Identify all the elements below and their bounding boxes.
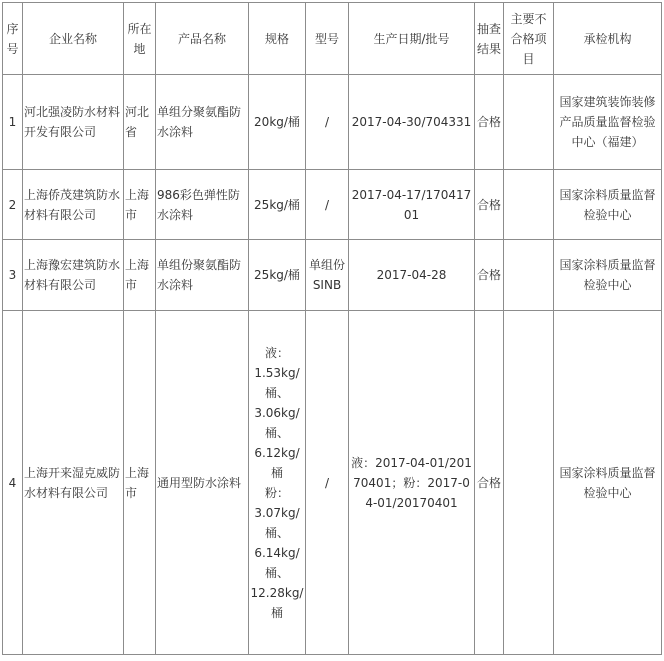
- cell-date: 2017-04-30/704331: [349, 75, 475, 170]
- header-cell-product: 产品名称: [156, 3, 249, 75]
- cell-product: 单组分聚氨酯防水涂料: [156, 75, 249, 170]
- cell-product: 通用型防水涂料: [156, 311, 249, 655]
- cell-product: 单组份聚氨酯防水涂料: [156, 240, 249, 311]
- header-cell-company: 企业名称: [23, 3, 124, 75]
- header-cell-no: 序号: [3, 3, 23, 75]
- header-cell-spec: 规格: [249, 3, 306, 75]
- cell-date: 2017-04-28: [349, 240, 475, 311]
- cell-company: 上海开来湿克威防水材料有限公司: [23, 311, 124, 655]
- cell-spec: 25kg/桶: [249, 240, 306, 311]
- cell-model: /: [306, 170, 349, 240]
- inspection-table: [2, 2, 662, 655]
- cell-location: 上海市: [124, 311, 156, 655]
- header-cell-location: 所在地: [124, 3, 156, 75]
- cell-spec: 液： 1.53kg/ 桶、 3.06kg/ 桶、 6.12kg/桶 粉： 3.07kg/ 桶、 6.14kg/ 桶、 12.28kg/ 桶: [249, 311, 306, 655]
- cell-model: /: [306, 311, 349, 655]
- cell-date: 液：2017-04-01/20170401；粉：2017-04-01/20170401: [349, 311, 475, 655]
- table-row: [3, 240, 662, 311]
- cell-agency: 国家涂料质量监督检验中心: [554, 240, 662, 311]
- cell-result: 合格: [475, 75, 504, 170]
- cell-agency: 国家涂料质量监督检验中心: [554, 170, 662, 240]
- cell-company: 河北强凌防水材料开发有限公司: [23, 75, 124, 170]
- cell-location: 上海市: [124, 240, 156, 311]
- cell-company: 上海侨茂建筑防水材料有限公司: [23, 170, 124, 240]
- table-row: [3, 311, 662, 655]
- cell-result: 合格: [475, 311, 504, 655]
- cell-no: 2: [3, 170, 23, 240]
- cell-defects: [504, 170, 554, 240]
- header-cell-agency: 承检机构: [554, 3, 662, 75]
- cell-result: 合格: [475, 170, 504, 240]
- header-cell-result: 抽查结果: [475, 3, 504, 75]
- cell-date: 2017-04-17/17041701: [349, 170, 475, 240]
- cell-result: 合格: [475, 240, 504, 311]
- cell-spec: 25kg/桶: [249, 170, 306, 240]
- cell-defects: [504, 75, 554, 170]
- cell-no: 4: [3, 311, 23, 655]
- cell-model: 单组份SINB: [306, 240, 349, 311]
- cell-location: 河北省: [124, 75, 156, 170]
- table-row: [3, 170, 662, 240]
- cell-location: 上海市: [124, 170, 156, 240]
- header-cell-date: 生产日期/批号: [349, 3, 475, 75]
- cell-agency: 国家涂料质量监督检验中心: [554, 311, 662, 655]
- header-row: [3, 3, 662, 75]
- cell-spec: 20kg/桶: [249, 75, 306, 170]
- header-cell-defects: 主要不合格项目: [504, 3, 554, 75]
- cell-no: 3: [3, 240, 23, 311]
- cell-product: 986彩色弹性防水涂料: [156, 170, 249, 240]
- cell-agency: 国家建筑装饰装修产品质量监督检验中心（福建）: [554, 75, 662, 170]
- cell-company: 上海豫宏建筑防水材料有限公司: [23, 240, 124, 311]
- cell-defects: [504, 240, 554, 311]
- cell-defects: [504, 311, 554, 655]
- table-row: [3, 75, 662, 170]
- cell-model: /: [306, 75, 349, 170]
- cell-no: 1: [3, 75, 23, 170]
- header-cell-model: 型号: [306, 3, 349, 75]
